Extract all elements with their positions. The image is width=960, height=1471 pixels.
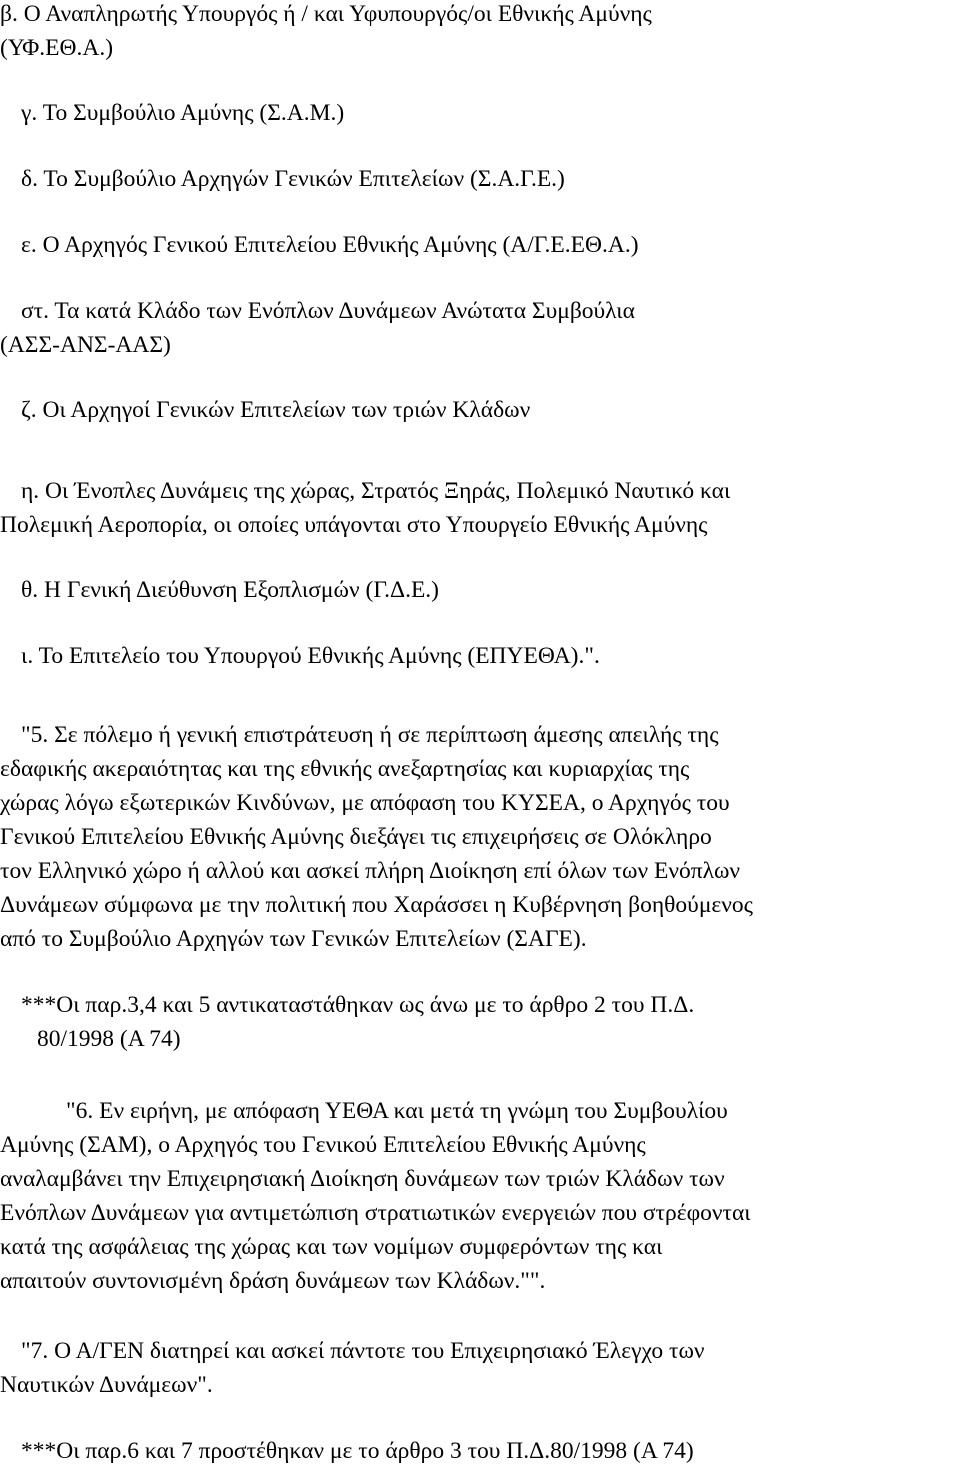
text-line: θ. Η Γενική Διεύθυνση Εξοπλισμών (Γ.Δ.Ε.)	[21, 577, 439, 603]
text-line: Αμύνης (ΣΑΜ), ο Αρχηγός του Γενικού Επιτελείου Εθνικής Αμύνης	[0, 1132, 646, 1158]
text-line: (ΥΦ.ΕΘ.Α.)	[0, 35, 114, 61]
text-line: "5. Σε πόλεμο ή γενική επιστράτευση ή σε περίπτωση άμεσης απειλής της	[21, 722, 719, 748]
text-line: "6. Εν ειρήνη, με απόφαση ΥΕΘΑ και μετά τη γνώμη του Συμβουλίου	[66, 1098, 728, 1124]
text-line: η. Οι Ένοπλες Δυνάμεις της χώρας, Στρατός Ξηράς, Πολεμικό Ναυτικό και	[21, 478, 731, 504]
text-line: τον Ελληνικό χώρο ή αλλού και ασκεί πλήρη Διοίκηση επί όλων των Ενόπλων	[0, 858, 741, 884]
text-line: Πολεμική Αεροπορία, οι οποίες υπάγονται στο Υπουργείο Εθνικής Αμύνης	[0, 512, 708, 538]
text-line: χώρας λόγω εξωτερικών Κινδύνων, με απόφαση του ΚΥΣΕΑ, ο Αρχηγός του	[0, 790, 730, 816]
text-line: β. Ο Αναπληρωτής Υπουργός ή / και Υφυπουργός/οι Εθνικής Αμύνης	[0, 1, 652, 27]
text-line: γ. Το Συμβούλιο Αμύνης (Σ.Α.Μ.)	[21, 100, 345, 126]
footnote-line: ***Οι παρ.6 και 7 προστέθηκαν με το άρθρο 3 του Π.Δ.80/1998 (Α 74)	[21, 1438, 694, 1464]
text-line: Ναυτικών Δυνάμεων".	[0, 1372, 213, 1398]
text-line: αναλαμβάνει την Επιχειρησιακή Διοίκηση δυνάμεων των τριών Κλάδων των	[0, 1166, 725, 1192]
text-line: Γενικού Επιτελείου Εθνικής Αμύνης διεξάγει τις επιχειρήσεις σε Ολόκληρο	[0, 824, 712, 850]
text-line: ι. Το Επιτελείο του Υπουργού Εθνικής Αμύνης (ΕΠΥΕΘΑ).".	[21, 643, 600, 669]
text-line: ε. Ο Αρχηγός Γενικού Επιτελείου Εθνικής Αμύνης (Α/Γ.Ε.ΕΘ.Α.)	[21, 232, 639, 258]
text-line: απαιτούν συντονισμένη δράση δυνάμεων των Κλάδων."".	[0, 1268, 546, 1294]
text-line: εδαφικής ακεραιότητας και της εθνικής ανεξαρτησίας και κυριαρχίας της	[0, 756, 690, 782]
text-line: ζ. Οι Αρχηγοί Γενικών Επιτελείων των τριών Κλάδων	[21, 397, 531, 423]
text-line: στ. Τα κατά Κλάδο των Ενόπλων Δυνάμεων Ανώτατα Συμβούλια	[21, 298, 635, 324]
text-line: κατά της ασφάλειας της χώρας και των νομίμων συμφερόντων της και	[0, 1234, 663, 1260]
text-line: Ενόπλων Δυνάμεων για αντιμετώπιση στρατιωτικών ενεργειών που στρέφονται	[0, 1200, 751, 1226]
text-line: δ. Το Συμβούλιο Αρχηγών Γενικών Επιτελείων (Σ.Α.Γ.Ε.)	[21, 166, 565, 192]
footnote-line: ***Οι παρ.3,4 και 5 αντικαταστάθηκαν ως άνω με το άρθρο 2 του Π.Δ.	[21, 992, 695, 1018]
footnote-line: 80/1998 (Α 74)	[37, 1026, 181, 1052]
text-line: "7. Ο Α/ΓΕΝ διατηρεί και ασκεί πάντοτε του Επιχειρησιακό Έλεγχο των	[21, 1338, 705, 1364]
text-line: (ΑΣΣ-ΑΝΣ-ΑΑΣ)	[0, 332, 171, 358]
text-line: από το Συμβούλιο Αρχηγών των Γενικών Επιτελείων (ΣΑΓΕ).	[0, 926, 587, 952]
text-line: Δυνάμεων σύμφωνα με την πολιτική που Χαράσσει η Κυβέρνηση βοηθούμενος	[0, 892, 753, 918]
